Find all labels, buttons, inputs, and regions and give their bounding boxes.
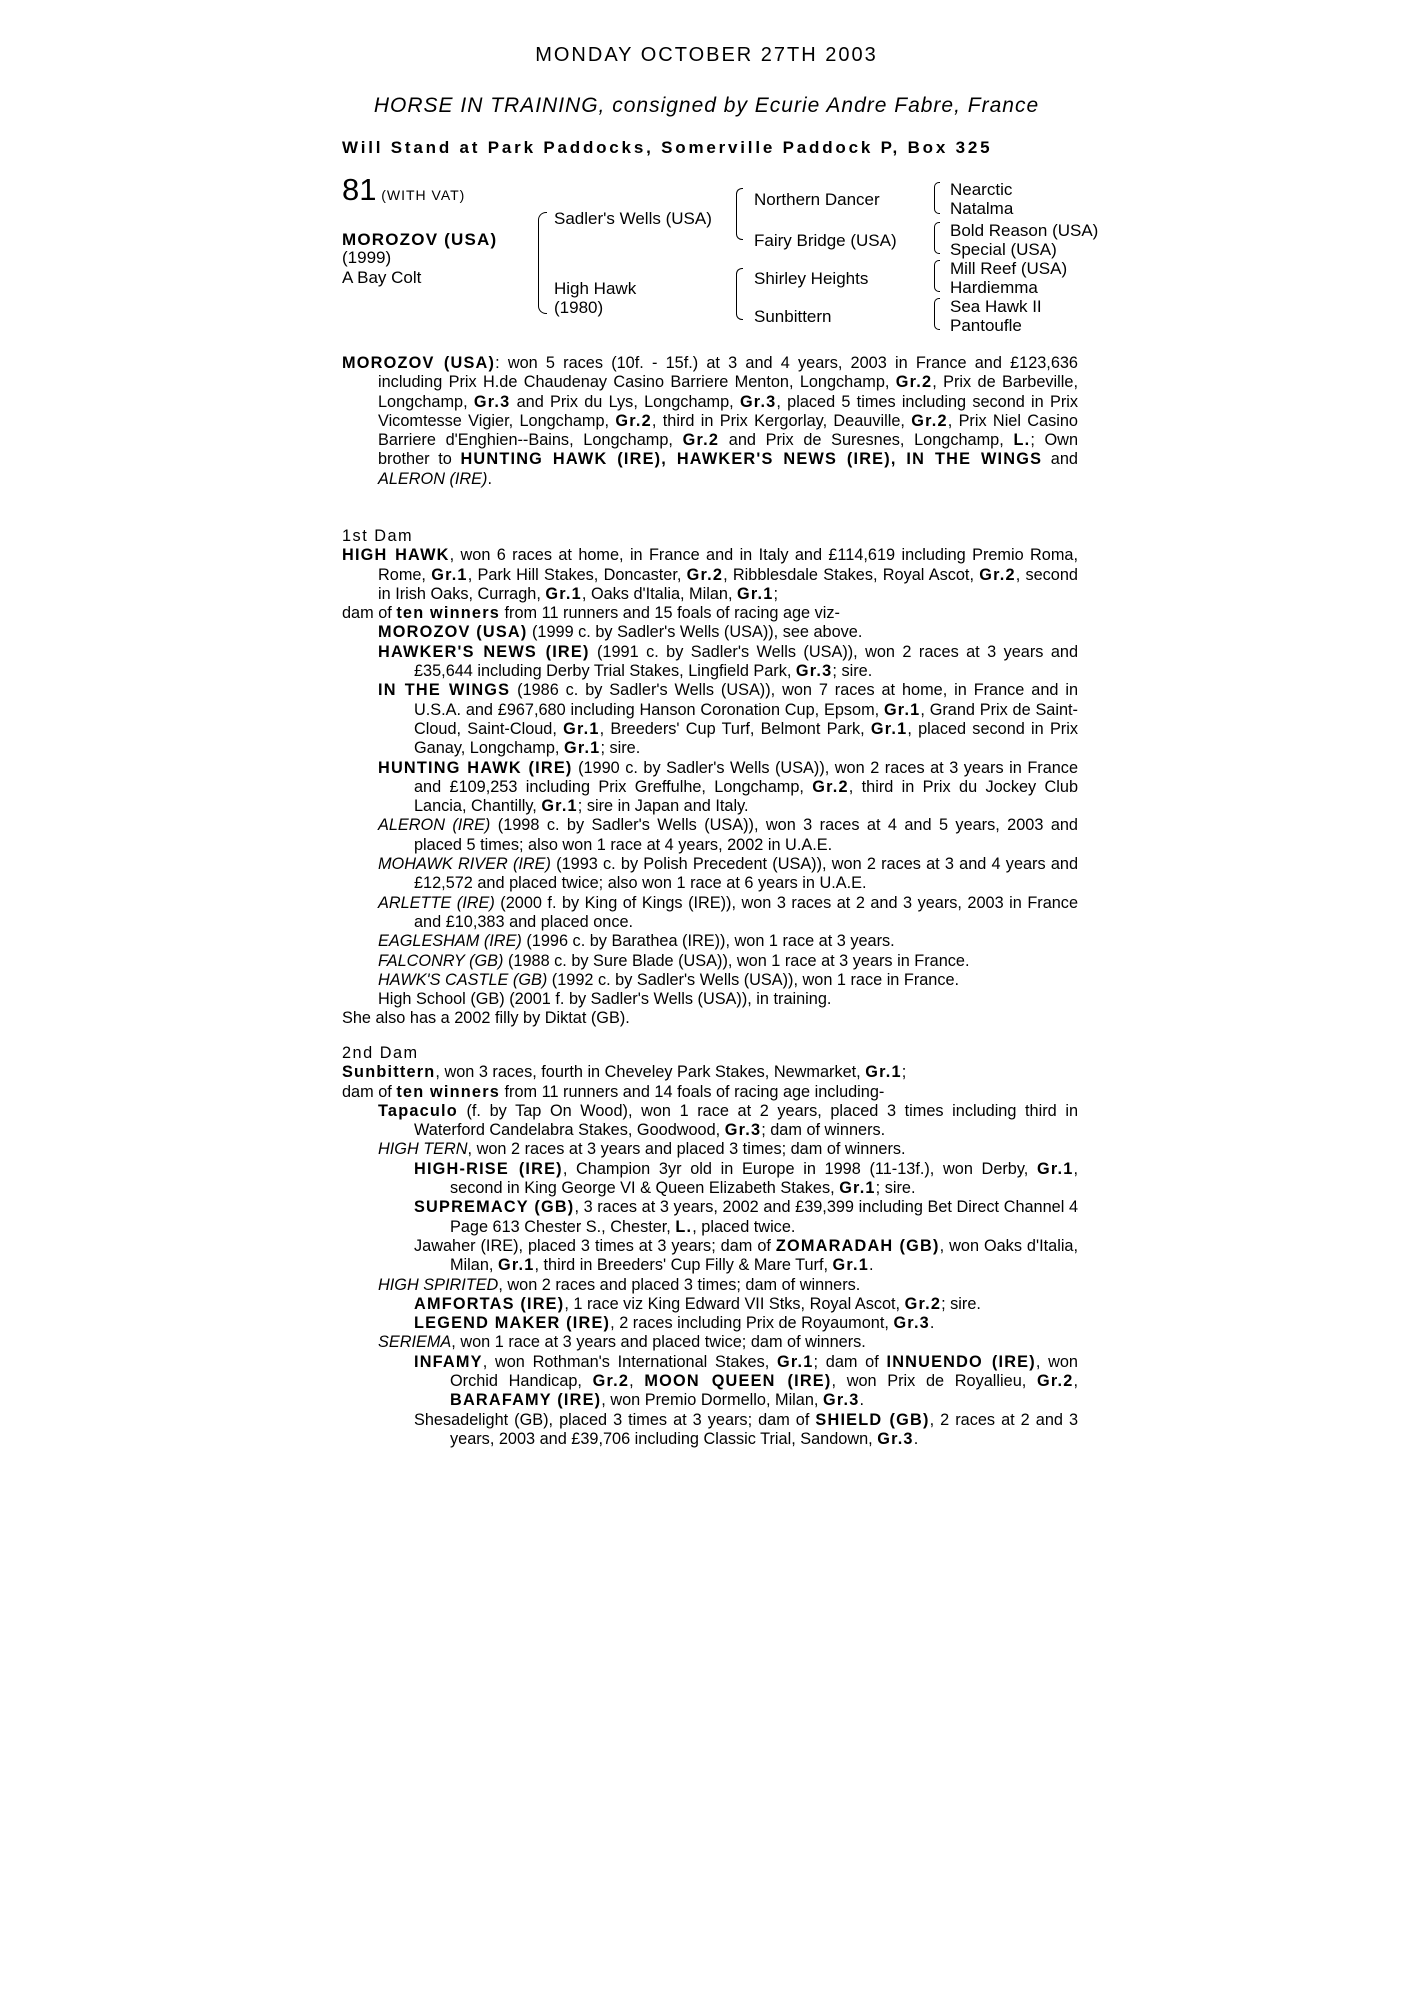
grand-produce-item: SUPREMACY (GB), 3 races at 3 years, 2002 and £39,399 including Bet Direct Channel 4 Page 613 Chester S., Chester, L., placed twice. — [414, 1198, 1079, 1236]
grand-produce-item: HIGH-RISE (IRE), Champion 3yr old in Europe in 1998 (11-13f.), won Derby, Gr.1, second in King George VI & Queen Elizabeth Stakes, Gr.1; sire. — [414, 1159, 1079, 1198]
gen3-brace-1 — [934, 182, 940, 214]
produce-item: ARLETTE (IRE) (2000 f. by King of Kings (IRE)), won 3 races at 2 and 3 years, 2003 in France and £10,383 and placed once. — [378, 893, 1078, 931]
gen3-brace-3 — [934, 260, 940, 292]
first-dam-section — [342, 527, 1078, 1029]
grand-produce-item: AMFORTAS (IRE), 1 race viz King Edward VII Stks, Royal Ascot, Gr.2; sire. — [414, 1294, 981, 1313]
produce-item: HAWK'S CASTLE (GB) (1992 c. by Sadler's Wells (USA)), won 1 race in France. — [378, 970, 960, 989]
sire-dam: Fairy Bridge (USA) — [754, 231, 897, 250]
ancestor-hardiemma: Hardiemma — [950, 278, 1038, 297]
produce-item: HIGH SPIRITED, won 2 races and placed 3 times; dam of winners. — [378, 1275, 861, 1294]
produce-item: Tapaculo (f. by Tap On Wood), won 1 race at 2 years, placed 3 times including third in Waterford Candelabra Stakes, Goodwood, Gr.3; dam of winners. — [378, 1101, 1078, 1140]
pedigree-brace — [538, 212, 547, 314]
gen3-brace-4 — [934, 298, 940, 330]
second-dam-record: Sunbittern, won 3 races, fourth in Cheveley Park Stakes, Newmarket, Gr.1; — [342, 1063, 907, 1082]
second-dam-heading: 2nd Dam — [342, 1044, 419, 1062]
ancestor-natalma: Natalma — [950, 199, 1014, 218]
ancestor-pantoufle: Pantoufle — [950, 316, 1022, 335]
second-dam-section — [342, 1044, 1078, 1449]
produce-item: HUNTING HAWK (IRE) (1990 c. by Sadler's Wells (USA)), won 2 races at 3 years in France and £109,253 including Prix Greffulhe, Longchamp, Gr.2, third in Prix du Jockey Club Lancia, Chantilly, Gr.1; sire in Japan and Italy. — [378, 758, 1078, 816]
horse-description: A Bay Colt — [342, 268, 422, 287]
ancestor-special: Special (USA) — [950, 240, 1057, 259]
grand-produce-item: Jawaher (IRE), placed 3 times at 3 years; dam of ZOMARADAH (GB), won Oaks d'Italia, Milan, Gr.1, third in Breeders' Cup Filly & Mare Turf, Gr.1. — [414, 1236, 1079, 1275]
first-dam-produce-summary: dam of ten winners from 11 runners and 15 foals of racing age viz- — [342, 604, 840, 623]
dam-dam: Sunbittern — [754, 307, 832, 326]
dam-year: (1980) — [554, 298, 604, 317]
produce-item: SERIEMA, won 1 race at 3 years and placed twice; dam of winners. — [378, 1333, 866, 1352]
grand-produce-item: INFAMY, won Rothman's International Stakes, Gr.1; dam of INNUENDO (IRE), won Orchid Handicap, Gr.2, MOON QUEEN (IRE), won Prix de Royallieu, Gr.2, BARAFAMY (IRE), won Premio Dormello, Milan, Gr.3. — [414, 1352, 1078, 1410]
produce-item: MOHAWK RIVER (IRE) (1993 c. by Polish Precedent (USA)), won 2 races at 3 and 4 years and £12,572 and placed twice; also won 1 race at 6 years in U.A.E. — [378, 855, 1078, 893]
ancestor-mill-reef: Mill Reef (USA) — [950, 259, 1068, 278]
dam-brace — [736, 268, 743, 320]
sire-brace — [736, 188, 743, 240]
lot-number-line — [342, 172, 466, 207]
vat-note: (WITH VAT) — [381, 187, 466, 203]
dam-sire: Shirley Heights — [754, 269, 869, 288]
sire-sire: Northern Dancer — [754, 190, 880, 209]
lot-number: 81 — [342, 172, 377, 207]
foaling-year: (1999) — [342, 248, 392, 267]
produce-item: IN THE WINGS (1986 c. by Sadler's Wells (USA)), won 7 races at home, in France and in U.S.A. and £967,680 including Hanson Coronation Cup, Epsom, Gr.1, Grand Prix de Saint-Cloud, Saint-Cloud, Gr.1, Breeders' Cup Turf, Belmont Park, Gr.1, placed second in Prix Ganay, Longchamp, Gr.1; sire. — [378, 681, 1078, 758]
first-dam-heading: 1st Dam — [342, 527, 414, 545]
stabling-line: Will Stand at Park Paddocks, Somerville Paddock P, Box 325 — [342, 138, 993, 157]
produce-item: HAWKER'S NEWS (IRE) (1991 c. by Sadler's Wells (USA)), won 2 races at 3 years and £35,644 including Derby Trial Stakes, Lingfield Park, Gr.3; sire. — [378, 642, 1079, 681]
grand-produce-item: LEGEND MAKER (IRE), 2 races including Prix de Royaumont, Gr.3. — [414, 1314, 935, 1333]
consignment-line: HORSE IN TRAINING, consigned by Ecurie Andre Fabre, France — [373, 94, 1040, 117]
produce-item: EAGLESHAM (IRE) (1996 c. by Barathea (IRE)), won 1 race at 3 years. — [378, 932, 895, 951]
ancestor-nearctic: Nearctic — [950, 180, 1013, 199]
ancestor-sea-hawk: Sea Hawk II — [950, 297, 1042, 316]
produce-item: High School (GB) (2001 f. by Sadler's Wells (USA)), in training. — [378, 990, 832, 1009]
sire: Sadler's Wells (USA) — [554, 209, 712, 228]
horse-name: MOROZOV (USA) — [342, 230, 498, 249]
gen3-brace-2 — [934, 222, 940, 254]
horse-name-text: MOROZOV (USA) — [342, 354, 496, 372]
also-has-note: She also has a 2002 filly by Diktat (GB). — [342, 1009, 630, 1028]
produce-item: MOROZOV (USA) (1999 c. by Sadler's Wells (USA)), see above. — [378, 623, 863, 642]
produce-item: HIGH TERN, won 2 races at 3 years and placed 3 times; dam of winners. — [378, 1140, 906, 1159]
produce-item: FALCONRY (GB) (1988 c. by Sure Blade (USA)), won 1 race at 3 years in France. — [378, 951, 970, 970]
grand-produce-item: Shesadelight (GB), placed 3 times at 3 years; dam of SHIELD (GB), 2 races at 2 and 3 years, 2003 and £39,706 including Classic Trial, Sandown, Gr.3. — [414, 1410, 1079, 1448]
race-record: MOROZOV (USA): won 5 races (10f. - 15f.) at 3 and 4 years, 2003 in France and £123,636 including Prix H.de Chaudenay Casino Barriere Menton, Longchamp, Gr.2, Prix de Barbeville, Longchamp, Gr.3 and Prix du Lys, Longchamp, Gr.3, placed 5 times including second in Prix Vicomtesse Vigier, Longchamp, Gr.2, third in Prix Kergorlay, Deauville, Gr.2, Prix Niel Casino Barriere d'Enghien--Bains, Longchamp, Gr.2 and Prix de Suresnes, Longchamp, L.; Own brother to HUNTING HAWK (IRE), HAWKER'S NEWS (IRE), IN THE WINGS and ALERON (IRE). — [342, 354, 1078, 488]
ancestor-bold-reason: Bold Reason (USA) — [950, 221, 1099, 240]
produce-item: ALERON (IRE) (1998 c. by Sadler's Wells (USA)), won 3 races at 4 and 5 years, 2003 and placed 5 times; also won 1 race at 4 years, 2002 in U.A.E. — [378, 816, 1078, 854]
sale-date: MONDAY OCTOBER 27TH 2003 — [535, 44, 878, 66]
second-dam-produce-summary: dam of ten winners from 11 runners and 14 foals of racing age including- — [342, 1082, 885, 1101]
dam: High Hawk — [554, 279, 637, 298]
first-dam-record: HIGH HAWK, won 6 races at home, in France and in Italy and £114,619 including Premio Roma, Rome, Gr.1, Park Hill Stakes, Doncaster, Gr.2, Ribblesdale Stakes, Royal Ascot, Gr.2, second in Irish Oaks, Curragh, Gr.1, Oaks d'Italia, Milan, Gr.1; — [342, 546, 1078, 603]
